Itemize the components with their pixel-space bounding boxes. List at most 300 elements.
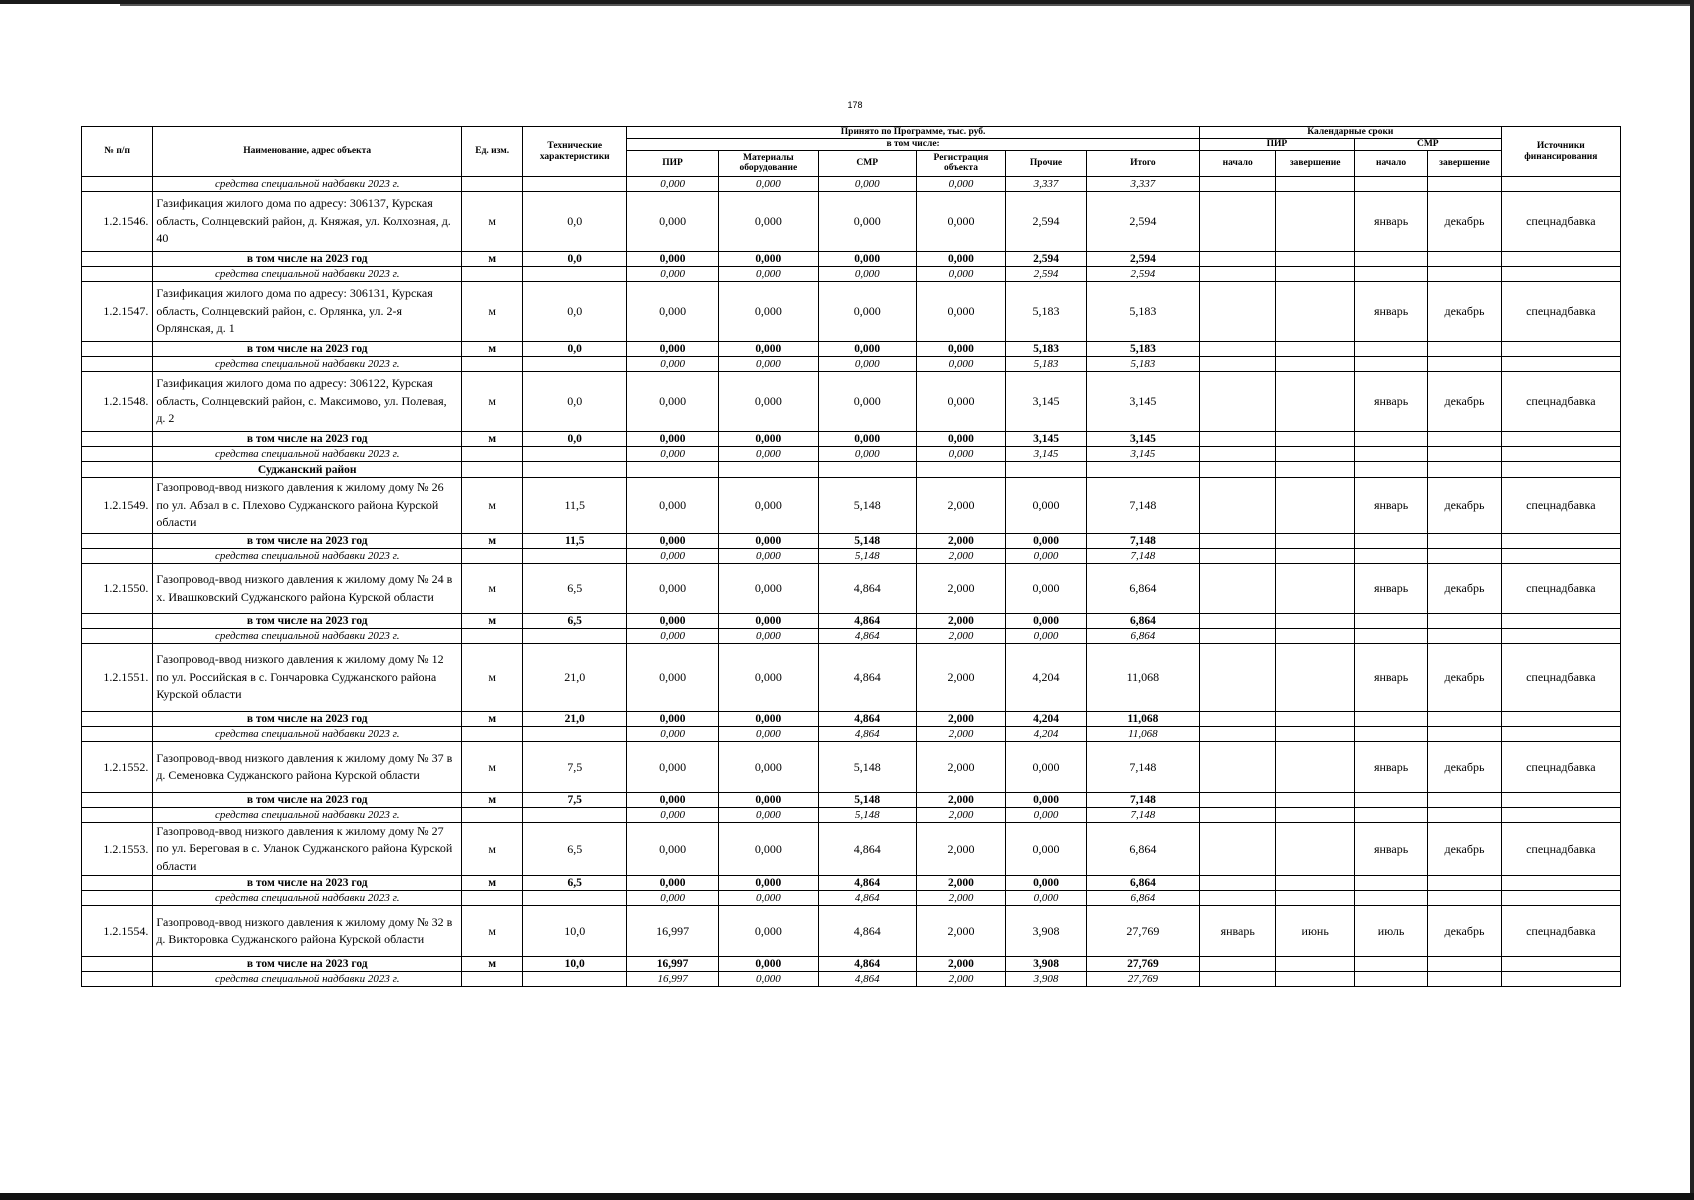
empty-cell (523, 267, 627, 282)
subtotal-row (82, 712, 1621, 727)
cell-smr: 4,864 (818, 972, 916, 987)
cell-total: 27,769 (1086, 972, 1199, 987)
cell-registration: 2,000 (916, 644, 1006, 712)
cell-materials: 0,000 (718, 282, 818, 342)
cell-unit: м (462, 478, 523, 534)
empty-cell (1276, 447, 1354, 462)
object-name: Газификация жилого дома по адресу: 306137, Курская область, Солнцевский район, д. Княжая, ул. Колхозная, д. 40 (153, 192, 462, 252)
empty-cell (82, 876, 153, 891)
empty-cell (1276, 808, 1354, 823)
cell-source: спецнадбавка (1501, 478, 1620, 534)
cell-registration: 2,000 (916, 629, 1006, 644)
cell-tech: 11,5 (523, 478, 627, 534)
empty-cell (1276, 614, 1354, 629)
cell-smr-start: январь (1354, 478, 1427, 534)
source-label: средства специальной надбавки 2023 г. (153, 727, 462, 742)
cell-other: 3,145 (1006, 372, 1087, 432)
empty-cell (1501, 357, 1620, 372)
empty-cell (1200, 252, 1276, 267)
cell-pir: 0,000 (627, 252, 719, 267)
header-unit: Ед. изм. (462, 127, 523, 177)
empty-cell (1200, 891, 1276, 906)
object-row (82, 192, 1621, 252)
cell-materials: 0,000 (718, 823, 818, 876)
cell-registration: 2,000 (916, 972, 1006, 987)
empty-cell (82, 793, 153, 808)
cell-smr-start: январь (1354, 192, 1427, 252)
cell-other: 4,204 (1006, 644, 1087, 712)
cell-smr-start: январь (1354, 823, 1427, 876)
cell-unit: м (462, 614, 523, 629)
empty-cell (1200, 267, 1276, 282)
empty-cell (462, 462, 523, 478)
cell-other: 3,908 (1006, 972, 1087, 987)
subtotal-label: в том числе на 2023 год (153, 342, 462, 357)
cell-registration: 2,000 (916, 891, 1006, 906)
subtotal-row (82, 957, 1621, 972)
cell-pir: 0,000 (627, 549, 719, 564)
empty-cell (523, 972, 627, 987)
cell-pir: 16,997 (627, 906, 719, 957)
object-number: 1.2.1552. (82, 742, 153, 793)
cell-pir: 16,997 (627, 972, 719, 987)
empty-cell (1428, 972, 1501, 987)
source-row (82, 972, 1621, 987)
object-name: Газопровод-ввод низкого давления к жилому дому № 26 по ул. Абзал в с. Плехово Суджанского района Курской области (153, 478, 462, 534)
empty-cell (462, 357, 523, 372)
cell-unit: м (462, 342, 523, 357)
empty-cell (1501, 793, 1620, 808)
object-number: 1.2.1548. (82, 372, 153, 432)
cell-registration: 0,000 (916, 177, 1006, 192)
cell-smr: 4,864 (818, 823, 916, 876)
cell-smr-end: декабрь (1428, 564, 1501, 614)
object-row (82, 282, 1621, 342)
cell-total: 3,337 (1086, 177, 1199, 192)
header-registration: Регистрация объекта (916, 151, 1006, 177)
cell-smr-end: декабрь (1428, 644, 1501, 712)
cell-registration: 0,000 (916, 342, 1006, 357)
cell-materials: 0,000 (718, 549, 818, 564)
object-name: Газопровод-ввод низкого давления к жилому дому № 37 в д. Семеновка Суджанского района Курской области (153, 742, 462, 793)
cell-source: спецнадбавка (1501, 192, 1620, 252)
cell-tech: 21,0 (523, 712, 627, 727)
cell-pir-start (1200, 478, 1276, 534)
cell-total: 7,148 (1086, 742, 1199, 793)
cell-smr-end: декабрь (1428, 478, 1501, 534)
header-pir-end: завершение (1276, 151, 1354, 177)
empty-cell (1501, 957, 1620, 972)
cell-other: 0,000 (1006, 891, 1087, 906)
cell-materials: 0,000 (718, 252, 818, 267)
empty-cell (1200, 432, 1276, 447)
cell-source: спецнадбавка (1501, 823, 1620, 876)
cell-smr: 5,148 (818, 534, 916, 549)
source-label: средства специальной надбавки 2023 г. (153, 808, 462, 823)
empty-cell (1354, 534, 1427, 549)
object-row (82, 478, 1621, 534)
cell-smr: 0,000 (818, 357, 916, 372)
cell-other: 3,908 (1006, 957, 1087, 972)
empty-cell (523, 462, 627, 478)
source-row (82, 549, 1621, 564)
empty-cell (462, 972, 523, 987)
empty-cell (462, 549, 523, 564)
cell-materials: 0,000 (718, 957, 818, 972)
cell-tech: 0,0 (523, 342, 627, 357)
object-number: 1.2.1551. (82, 644, 153, 712)
empty-cell (1354, 614, 1427, 629)
empty-cell (82, 549, 153, 564)
cell-pir-end (1276, 823, 1354, 876)
cell-unit: м (462, 252, 523, 267)
cell-pir: 0,000 (627, 192, 719, 252)
object-number: 1.2.1553. (82, 823, 153, 876)
cell-pir-start (1200, 823, 1276, 876)
cell-pir: 0,000 (627, 712, 719, 727)
cell-materials: 0,000 (718, 372, 818, 432)
cell-pir-end (1276, 644, 1354, 712)
object-name: Газификация жилого дома по адресу: 306131, Курская область, Солнцевский район, с. Орлянка, ул. 2-я Орлянская, д. 1 (153, 282, 462, 342)
cell-unit: м (462, 823, 523, 876)
cell-registration: 2,000 (916, 957, 1006, 972)
cell-smr: 0,000 (818, 432, 916, 447)
cell-other: 2,594 (1006, 192, 1087, 252)
empty-cell (462, 447, 523, 462)
source-row (82, 447, 1621, 462)
cell-other: 2,594 (1006, 252, 1087, 267)
cell-pir-end (1276, 564, 1354, 614)
cell-total: 2,594 (1086, 192, 1199, 252)
cell-total: 5,183 (1086, 342, 1199, 357)
empty-cell (1501, 876, 1620, 891)
cell-smr: 5,148 (818, 793, 916, 808)
cell-registration: 2,000 (916, 906, 1006, 957)
empty-cell (523, 727, 627, 742)
header-num: № п/п (82, 127, 153, 177)
empty-cell (1276, 462, 1354, 478)
empty-cell (523, 549, 627, 564)
empty-cell (1501, 972, 1620, 987)
empty-cell (1501, 808, 1620, 823)
cell-smr-end: декабрь (1428, 192, 1501, 252)
cell-registration: 2,000 (916, 793, 1006, 808)
cell-pir-end (1276, 478, 1354, 534)
cell-source: спецнадбавка (1501, 282, 1620, 342)
empty-cell (1276, 549, 1354, 564)
cell-materials: 0,000 (718, 712, 818, 727)
empty-cell (82, 957, 153, 972)
cell-source: спецнадбавка (1501, 644, 1620, 712)
source-row (82, 727, 1621, 742)
cell-other: 0,000 (1006, 614, 1087, 629)
empty-cell (1501, 534, 1620, 549)
cell-materials: 0,000 (718, 876, 818, 891)
cell-other: 0,000 (1006, 564, 1087, 614)
cell-total: 11,068 (1086, 644, 1199, 712)
subtotal-row (82, 793, 1621, 808)
subtotal-row (82, 252, 1621, 267)
scan-edge-bottom (0, 1193, 1694, 1200)
cell-other: 0,000 (1006, 793, 1087, 808)
empty-cell (1276, 972, 1354, 987)
empty-cell (82, 432, 153, 447)
empty-cell (1354, 891, 1427, 906)
cell-unit: м (462, 793, 523, 808)
empty-cell (718, 462, 818, 478)
cell-materials: 0,000 (718, 742, 818, 793)
empty-cell (1354, 793, 1427, 808)
empty-cell (82, 891, 153, 906)
cell-registration: 0,000 (916, 252, 1006, 267)
empty-cell (82, 534, 153, 549)
cell-total: 6,864 (1086, 876, 1199, 891)
cell-smr-start: январь (1354, 564, 1427, 614)
header-including: в том числе: (627, 139, 1200, 151)
cell-other: 3,145 (1006, 432, 1087, 447)
table-body (82, 177, 1621, 987)
source-row (82, 629, 1621, 644)
cell-total: 7,148 (1086, 793, 1199, 808)
subtotal-row (82, 432, 1621, 447)
cell-registration: 2,000 (916, 564, 1006, 614)
cell-smr-start: январь (1354, 372, 1427, 432)
empty-cell (1354, 267, 1427, 282)
empty-cell (82, 727, 153, 742)
empty-cell (1428, 876, 1501, 891)
source-row (82, 891, 1621, 906)
empty-cell (1428, 267, 1501, 282)
cell-total: 2,594 (1086, 267, 1199, 282)
cell-smr-end: декабрь (1428, 742, 1501, 793)
cell-total: 2,594 (1086, 252, 1199, 267)
empty-cell (1428, 629, 1501, 644)
empty-cell (82, 447, 153, 462)
cell-registration: 2,000 (916, 614, 1006, 629)
cell-registration: 2,000 (916, 534, 1006, 549)
empty-cell (82, 614, 153, 629)
object-name: Газификация жилого дома по адресу: 306122, Курская область, Солнцевский район, с. Максимово, ул. Полевая, д. 2 (153, 372, 462, 432)
cell-smr: 0,000 (818, 282, 916, 342)
cell-tech: 6,5 (523, 614, 627, 629)
cell-materials: 0,000 (718, 891, 818, 906)
empty-cell (1354, 549, 1427, 564)
header-other: Прочие (1006, 151, 1087, 177)
cell-materials: 0,000 (718, 267, 818, 282)
source-row (82, 267, 1621, 282)
source-label: средства специальной надбавки 2023 г. (153, 891, 462, 906)
cell-tech: 0,0 (523, 372, 627, 432)
cell-pir-end (1276, 282, 1354, 342)
cell-tech: 21,0 (523, 644, 627, 712)
cell-pir: 0,000 (627, 534, 719, 549)
cell-source: спецнадбавка (1501, 564, 1620, 614)
empty-cell (1501, 712, 1620, 727)
cell-total: 7,148 (1086, 549, 1199, 564)
cell-unit: м (462, 282, 523, 342)
cell-tech: 7,5 (523, 742, 627, 793)
object-row (82, 906, 1621, 957)
program-table (81, 126, 1621, 987)
empty-cell (818, 462, 916, 478)
cell-tech: 0,0 (523, 252, 627, 267)
page-number: 178 (847, 100, 863, 110)
subtotal-label: в том числе на 2023 год (153, 876, 462, 891)
subtotal-label: в том числе на 2023 год (153, 252, 462, 267)
cell-pir-start (1200, 192, 1276, 252)
empty-cell (1200, 727, 1276, 742)
cell-registration: 0,000 (916, 282, 1006, 342)
header-tech: Технические характеристики (523, 127, 627, 177)
cell-pir: 0,000 (627, 282, 719, 342)
empty-cell (523, 629, 627, 644)
cell-pir-start (1200, 742, 1276, 793)
cell-registration: 2,000 (916, 727, 1006, 742)
cell-total: 11,068 (1086, 727, 1199, 742)
source-row (82, 177, 1621, 192)
cell-other: 5,183 (1006, 342, 1087, 357)
cell-smr-end: декабрь (1428, 906, 1501, 957)
header-sources: Источники финансирования (1501, 127, 1620, 177)
cell-materials: 0,000 (718, 644, 818, 712)
region-row (82, 462, 1621, 478)
cell-pir: 0,000 (627, 177, 719, 192)
cell-materials: 0,000 (718, 478, 818, 534)
cell-total: 6,864 (1086, 564, 1199, 614)
cell-materials: 0,000 (718, 342, 818, 357)
subtotal-label: в том числе на 2023 год (153, 614, 462, 629)
empty-cell (1200, 793, 1276, 808)
empty-cell (462, 267, 523, 282)
empty-cell (82, 252, 153, 267)
empty-cell (1200, 462, 1276, 478)
cell-pir: 0,000 (627, 793, 719, 808)
cell-materials: 0,000 (718, 177, 818, 192)
scan-edge-top-inner (120, 4, 1694, 6)
cell-total: 6,864 (1086, 823, 1199, 876)
header-cal-smr: СМР (1354, 139, 1501, 151)
empty-cell (1200, 614, 1276, 629)
empty-cell (1200, 549, 1276, 564)
cell-other: 0,000 (1006, 808, 1087, 823)
cell-smr-start: январь (1354, 644, 1427, 712)
cell-registration: 0,000 (916, 192, 1006, 252)
cell-total: 7,148 (1086, 534, 1199, 549)
cell-tech: 6,5 (523, 876, 627, 891)
source-label: средства специальной надбавки 2023 г. (153, 177, 462, 192)
empty-cell (1354, 432, 1427, 447)
cell-smr: 0,000 (818, 192, 916, 252)
object-number: 1.2.1550. (82, 564, 153, 614)
cell-materials: 0,000 (718, 629, 818, 644)
subtotal-label: в том числе на 2023 год (153, 432, 462, 447)
object-row (82, 644, 1621, 712)
cell-materials: 0,000 (718, 357, 818, 372)
object-name: Газопровод-ввод низкого давления к жилому дому № 32 в д. Викторовка Суджанского района Курской области (153, 906, 462, 957)
cell-unit: м (462, 876, 523, 891)
cell-smr: 5,148 (818, 478, 916, 534)
cell-total: 6,864 (1086, 629, 1199, 644)
object-row (82, 372, 1621, 432)
empty-cell (1276, 357, 1354, 372)
empty-cell (1428, 712, 1501, 727)
empty-cell (1354, 629, 1427, 644)
object-number: 1.2.1547. (82, 282, 153, 342)
empty-cell (1428, 549, 1501, 564)
cell-total: 3,145 (1086, 432, 1199, 447)
empty-cell (1354, 972, 1427, 987)
cell-registration: 2,000 (916, 478, 1006, 534)
cell-pir-end: июнь (1276, 906, 1354, 957)
empty-cell (1501, 447, 1620, 462)
cell-smr: 0,000 (818, 342, 916, 357)
cell-smr: 4,864 (818, 876, 916, 891)
cell-registration: 0,000 (916, 432, 1006, 447)
subtotal-label: в том числе на 2023 год (153, 957, 462, 972)
object-name: Газопровод-ввод низкого давления к жилому дому № 27 по ул. Береговая в с. Уланок Суджанского района Курской области (153, 823, 462, 876)
cell-pir: 16,997 (627, 957, 719, 972)
cell-unit: м (462, 372, 523, 432)
cell-other: 3,908 (1006, 906, 1087, 957)
cell-pir: 0,000 (627, 823, 719, 876)
cell-smr: 4,864 (818, 906, 916, 957)
cell-registration: 0,000 (916, 267, 1006, 282)
cell-pir: 0,000 (627, 372, 719, 432)
cell-pir-start (1200, 372, 1276, 432)
empty-cell (1200, 712, 1276, 727)
empty-cell (1501, 252, 1620, 267)
cell-pir: 0,000 (627, 432, 719, 447)
table-header (82, 127, 1621, 177)
empty-cell (1200, 972, 1276, 987)
header-smr-end: завершение (1428, 151, 1501, 177)
cell-tech: 0,0 (523, 192, 627, 252)
cell-materials: 0,000 (718, 727, 818, 742)
cell-materials: 0,000 (718, 906, 818, 957)
source-row (82, 808, 1621, 823)
cell-other: 3,337 (1006, 177, 1087, 192)
cell-smr: 4,864 (818, 629, 916, 644)
cell-other: 4,204 (1006, 712, 1087, 727)
empty-cell (1354, 447, 1427, 462)
header-program: Принято по Программе, тыс. руб. (627, 127, 1200, 139)
cell-registration: 2,000 (916, 876, 1006, 891)
empty-cell (1276, 957, 1354, 972)
cell-other: 2,594 (1006, 267, 1087, 282)
empty-cell (1354, 462, 1427, 478)
scan-edge-right (1690, 0, 1694, 1200)
cell-other: 0,000 (1006, 478, 1087, 534)
empty-cell (82, 629, 153, 644)
empty-cell (1276, 432, 1354, 447)
cell-pir-start (1200, 644, 1276, 712)
subtotal-row (82, 534, 1621, 549)
empty-cell (1200, 534, 1276, 549)
cell-total: 3,145 (1086, 447, 1199, 462)
cell-registration: 2,000 (916, 549, 1006, 564)
empty-cell (1501, 727, 1620, 742)
cell-other: 5,183 (1006, 282, 1087, 342)
empty-cell (1276, 252, 1354, 267)
cell-tech: 0,0 (523, 282, 627, 342)
cell-unit: м (462, 957, 523, 972)
cell-pir: 0,000 (627, 808, 719, 823)
cell-unit: м (462, 192, 523, 252)
empty-cell (1428, 614, 1501, 629)
cell-materials: 0,000 (718, 614, 818, 629)
cell-registration: 0,000 (916, 372, 1006, 432)
cell-total: 11,068 (1086, 712, 1199, 727)
